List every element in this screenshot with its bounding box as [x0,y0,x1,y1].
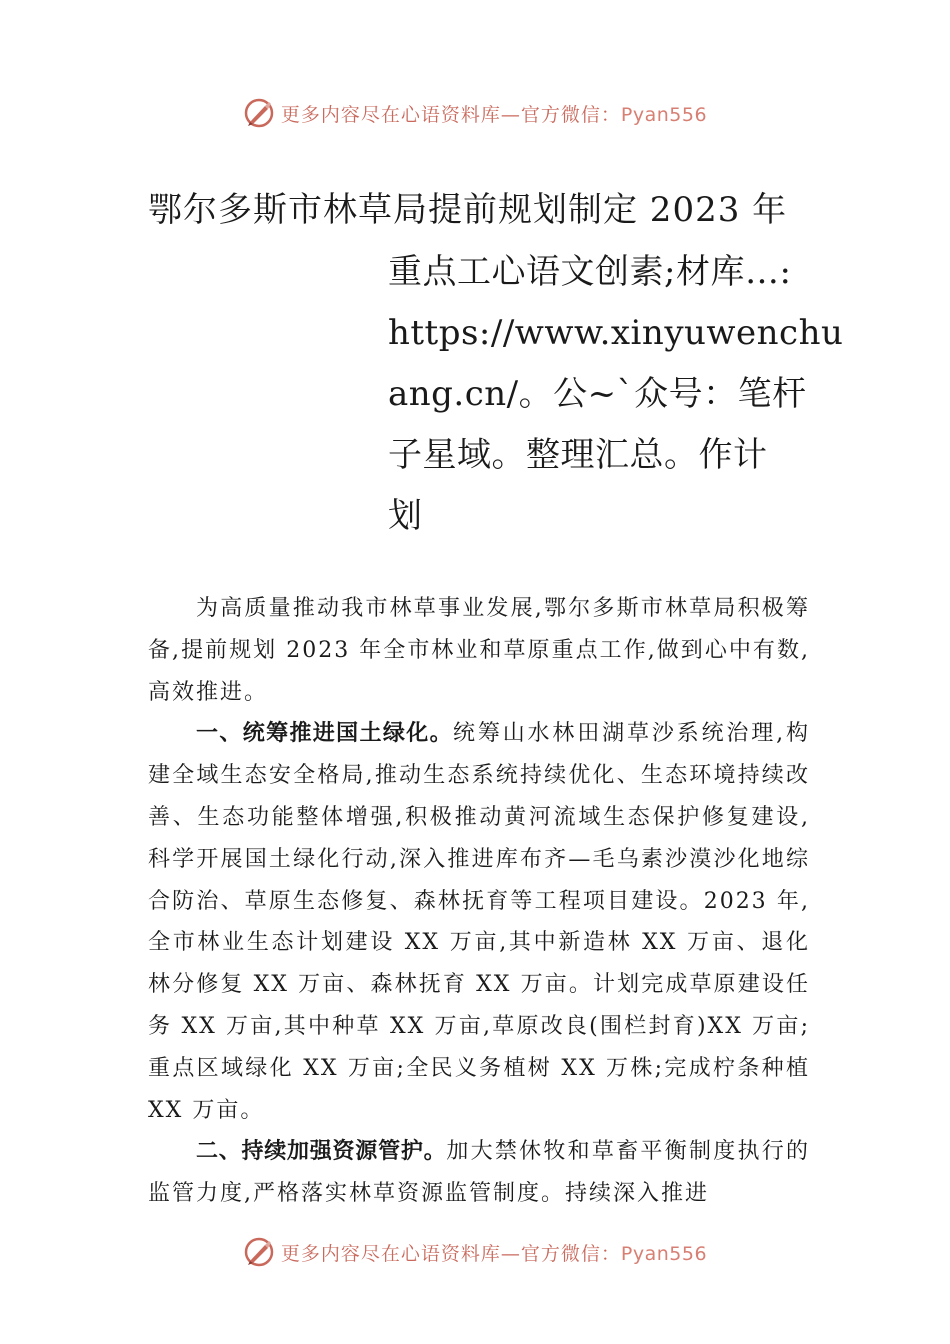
section-1-heading: 一、统筹推进国土绿化。 [196,721,453,747]
title-line: https://www.xinyuwenchu [388,313,844,353]
document-body [148,588,810,1215]
header-watermark-banner [0,93,950,133]
pen-logo-icon [243,97,275,129]
footer-watermark-banner [0,1232,950,1272]
document-title: 鄂尔多斯市林草局提前规划制定 2023 年 [148,190,788,230]
section-1-text: 统筹山水林田湖草沙系统治理,构建全域生态安全格局,推动生态系统持续优化、生态环境持续改善、生态功能整体增强,积极推动黄河流域生态保护修复建设,科学开展国土绿化行动,深入推进库布齐—毛乌素沙漠沙化地综合防治、草原生态修复、森林抚育等工程项目建设。2023 年,全市林业生态计划建设 XX 万亩,其中新造林 XX 万亩、退化林分修复 XX 万亩、森林抚育 XX 万亩。计划完成草原建设任务 XX 万亩,其中种草 XX 万亩,草原改良(围栏封育)XX 万亩;重点区域绿化 XX 万亩;全民义务植树 XX 万株;完成柠条种植 XX 万亩。 [148,721,810,1123]
document-title-continuation [388,242,844,547]
title-line: ang.cn/。公~`众号：笔杆 [388,374,807,414]
section-2-heading: 二、持续加强资源管护。 [196,1139,447,1165]
intro-paragraph: 为高质量推动我市林草事业发展,鄂尔多斯市林草局积极筹备,提前规划 2023 年全市林业和草原重点工作,做到心中有数,高效推进。 [148,596,810,705]
title-line: 子星域。整理汇总。作计 [388,435,768,475]
title-line: 划 [388,496,423,536]
pen-logo-icon [243,1236,275,1268]
section-2-paragraph [148,1131,810,1215]
watermark-text: 更多内容尽在心语资料库—官方微信：Pyan556 [280,1242,708,1265]
watermark-text: 更多内容尽在心语资料库—官方微信：Pyan556 [280,103,708,126]
section-2-text: 加大禁休牧和草畜平衡制度执行的监管力度,严格落实林草资源监管制度。持续深入推进 [148,1139,810,1207]
wechat-handle: Pyan556 [620,1242,708,1265]
wechat-handle: Pyan556 [620,103,708,126]
title-line: 重点工心语文创素;材库…: [388,252,792,292]
section-1-paragraph [148,713,810,1131]
